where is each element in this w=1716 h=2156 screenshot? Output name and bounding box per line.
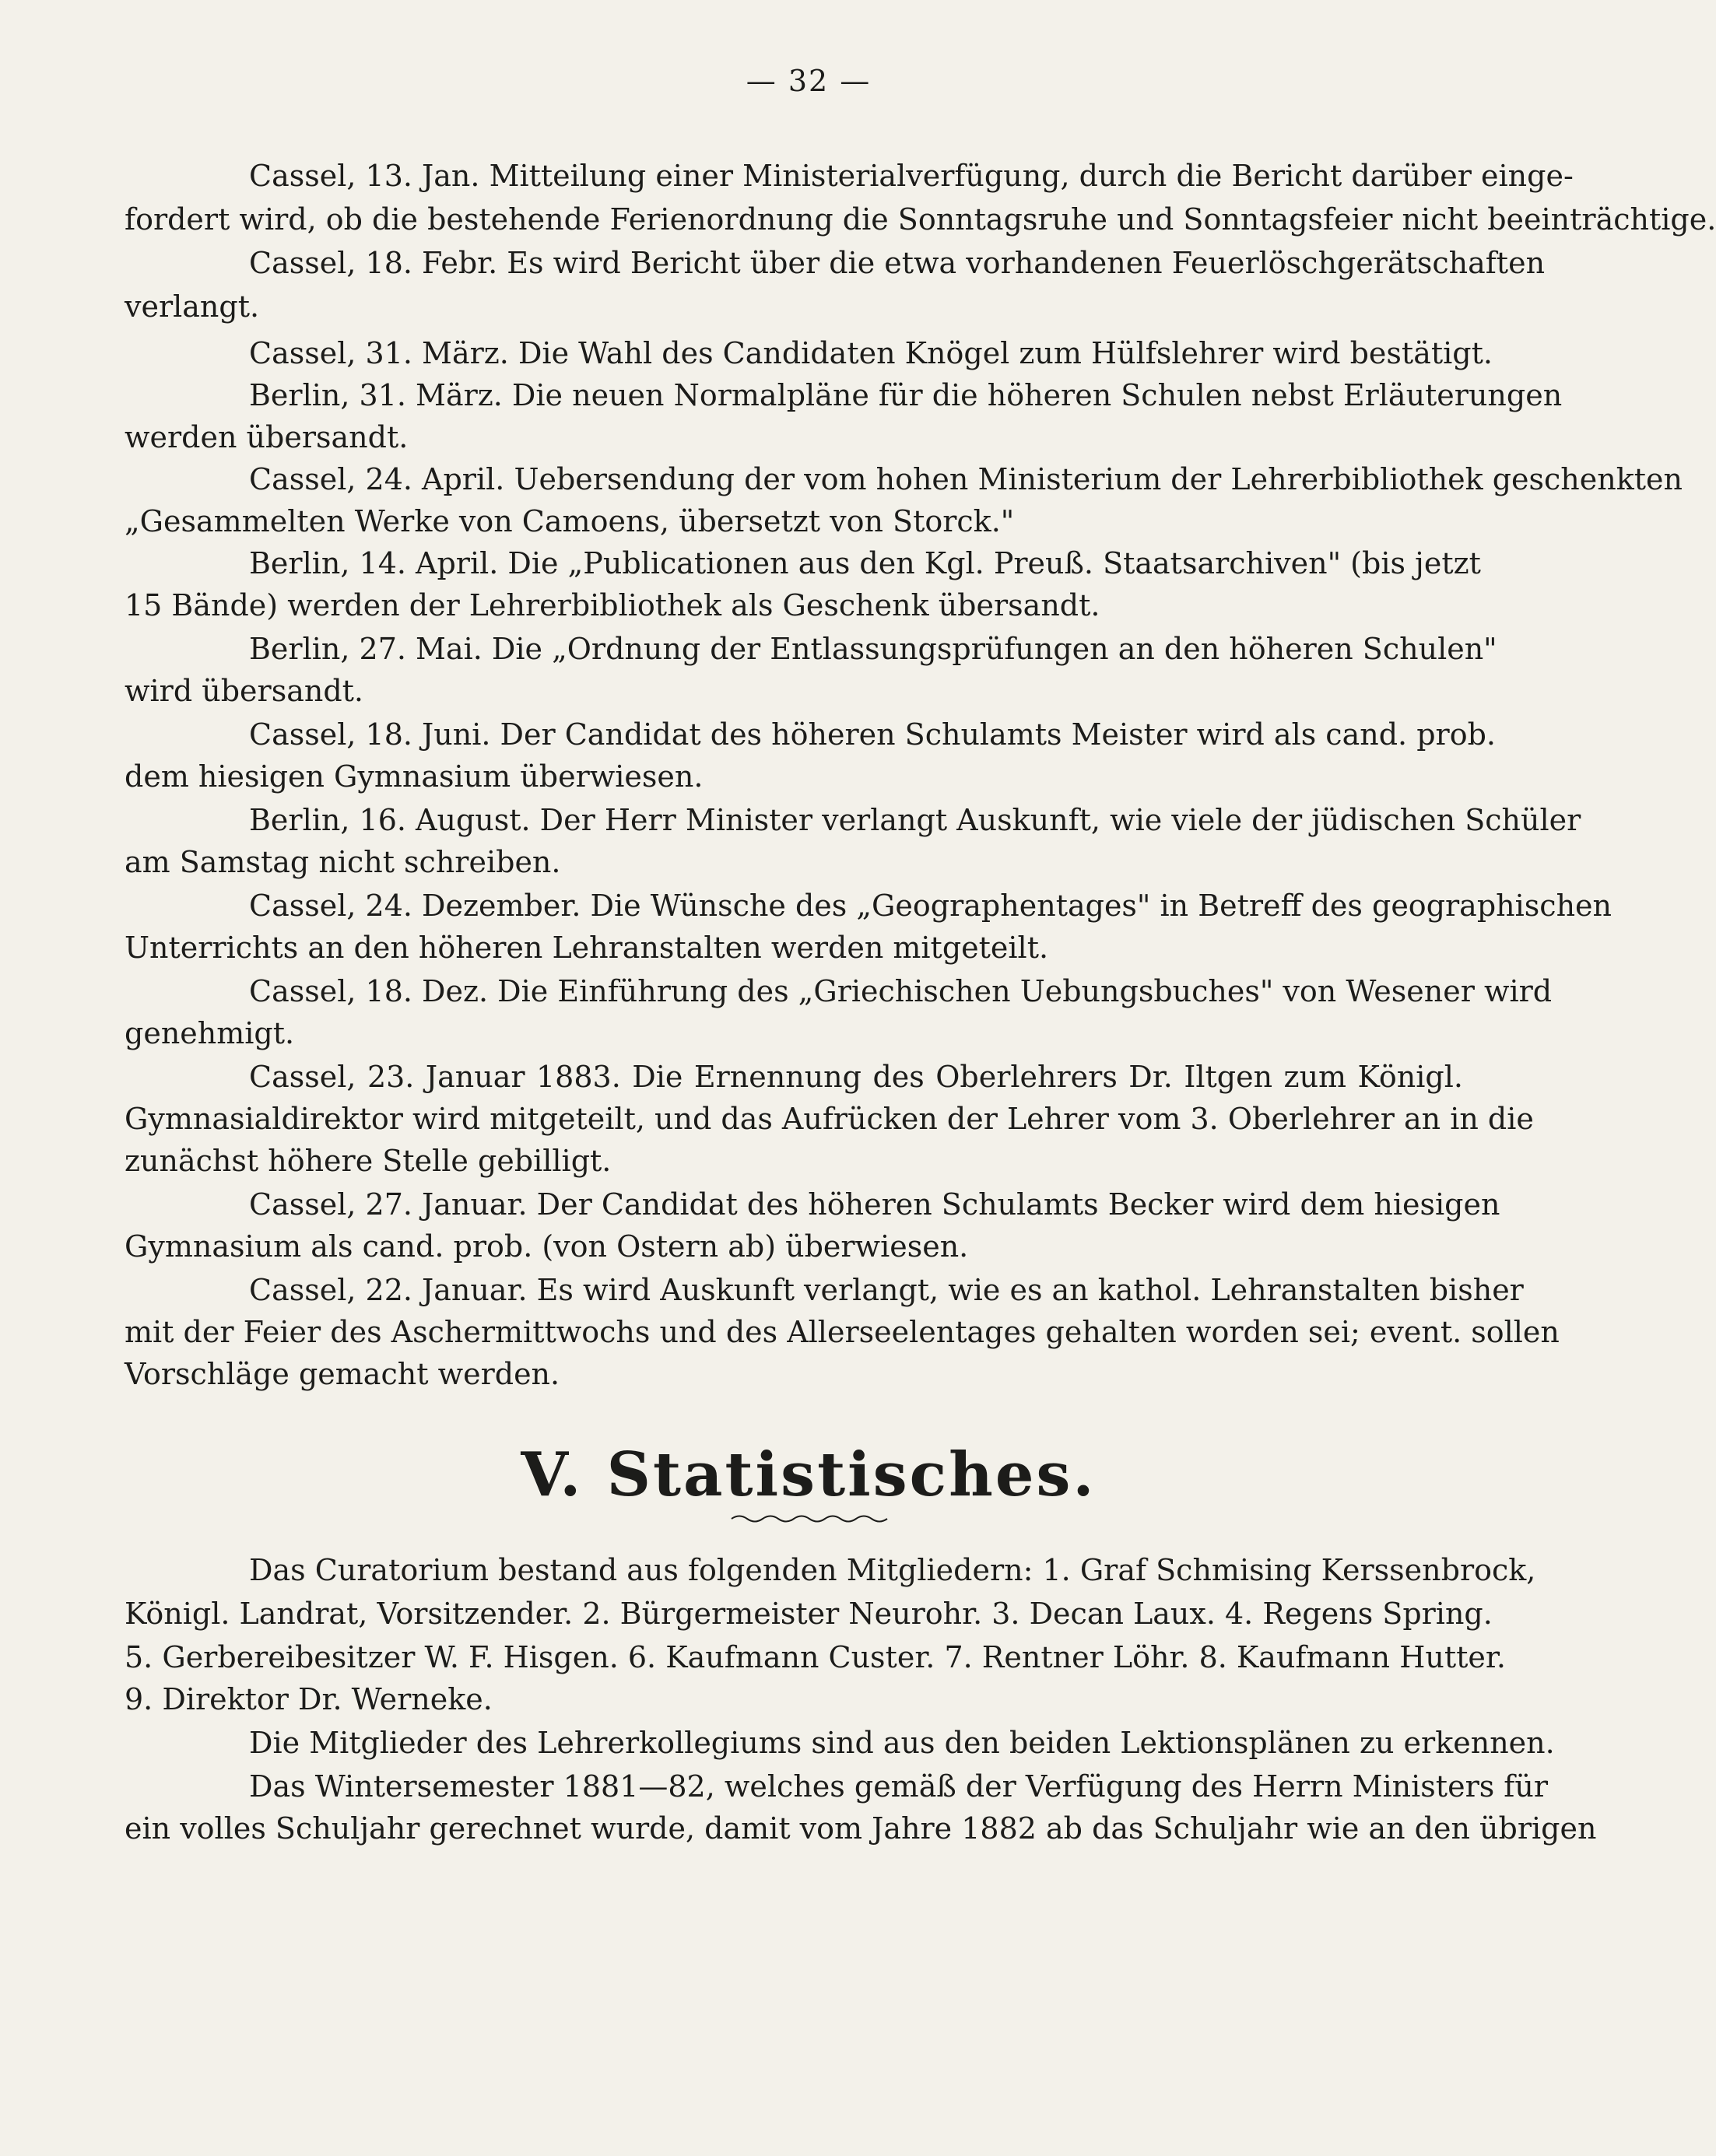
decree-line: Berlin, 14. April. Die „Publicationen aus den Kgl. Preuß. Staatsarchiven" (bis jetzt [249, 546, 1481, 580]
decree-line: Berlin, 31. März. Die neuen Normalpläne für die höheren Schulen nebst Erläuterungen [249, 378, 1563, 412]
paragraph-line: Das Wintersemester 1881—82, welches gemäß der Verfügung des Herrn Ministers für [249, 1769, 1549, 1804]
decree-line: Berlin, 16. August. Der Herr Minister verlangt Auskunft, wie viele der jüdischen Schüler [249, 803, 1581, 837]
decree-line: fordert wird, ob die bestehende Ferienordnung die Sonntagsruhe und Sonntagsfeier nicht beeinträchtige. [125, 202, 1716, 237]
decree-line: „Gesammelten Werke von Camoens, übersetzt von Storck." [125, 504, 1015, 538]
decree-line: Gymnasialdirektor wird mitgeteilt, und das Aufrücken der Lehrer vom 3. Oberlehrer an in die [125, 1102, 1534, 1136]
decree-line: Cassel, 18. Febr. Es wird Bericht über die etwa vorhandenen Feuerlöschgerätschaften [249, 246, 1546, 280]
decree-line: genehmigt. [125, 1016, 295, 1050]
decree-line: werden übersandt. [125, 420, 409, 454]
decree-line: Gymnasium als cand. prob. (von Ostern ab) überwiesen. [125, 1229, 969, 1264]
paragraph-line: ein volles Schuljahr gerechnet wurde, damit vom Jahre 1882 ab das Schuljahr wie an den übrigen [125, 1811, 1597, 1846]
decree-line: Cassel, 18. Juni. Der Candidat des höheren Schulamts Meister wird als cand. prob. [249, 717, 1496, 752]
paragraph-line: Die Mitglieder des Lehrerkollegiums sind aus den beiden Lektionsplänen zu erkennen. [249, 1726, 1555, 1760]
decree-line: am Samstag nicht schreiben. [125, 845, 561, 879]
decree-line: Vorschläge gemacht werden. [125, 1357, 560, 1391]
decree-line: Cassel, 27. Januar. Der Candidat des höheren Schulamts Becker wird dem hiesigen [249, 1187, 1500, 1222]
section-heading: V. Statistisches. [521, 1439, 1097, 1510]
decree-line: Cassel, 23. Januar 1883. Die Ernennung des Oberlehrers Dr. Iltgen zum Königl. [249, 1060, 1463, 1094]
decree-line: dem hiesigen Gymnasium überwiesen. [125, 759, 704, 794]
page-number: — 32 — [746, 64, 872, 98]
decree-line: mit der Feier des Aschermittwochs und des Allerseelentages gehalten worden sei; event. sollen [125, 1315, 1560, 1349]
ornament-divider-icon [732, 1513, 887, 1524]
decree-line: zunächst höhere Stelle gebilligt. [125, 1144, 612, 1178]
decree-line: Cassel, 31. März. Die Wahl des Candidaten Knögel zum Hülfslehrer wird bestätigt. [249, 336, 1493, 370]
decree-line: Cassel, 13. Jan. Mitteilung einer Ministerialverfügung, durch die Bericht darüber einge- [249, 159, 1574, 193]
decree-line: 15 Bände) werden der Lehrerbibliothek als Geschenk übersandt. [125, 588, 1100, 622]
paragraph-line: 5. Gerbereibesitzer W. F. Hisgen. 6. Kaufmann Custer. 7. Rentner Löhr. 8. Kaufmann Hutter. [125, 1640, 1506, 1674]
decree-line: Cassel, 24. April. Uebersendung der vom hohen Ministerium der Lehrerbibliothek geschenkten [249, 462, 1683, 496]
decree-line: Berlin, 27. Mai. Die „Ordnung der Entlassungsprüfungen an den höheren Schulen" [249, 632, 1497, 666]
decree-line: wird übersandt. [125, 674, 364, 708]
decree-line: Cassel, 18. Dez. Die Einführung des „Griechischen Uebungsbuches" von Wesener wird [249, 974, 1553, 1008]
decree-line: verlangt. [125, 289, 260, 324]
decree-line: Cassel, 22. Januar. Es wird Auskunft verlangt, wie es an kathol. Lehranstalten bisher [249, 1273, 1524, 1307]
paragraph-line: Das Curatorium bestand aus folgenden Mitgliedern: 1. Graf Schmising Kerssenbrock, [249, 1553, 1536, 1587]
paragraph-line: Königl. Landrat, Vorsitzender. 2. Bürgermeister Neurohr. 3. Decan Laux. 4. Regens Spring. [125, 1597, 1493, 1631]
paragraph-line: 9. Direktor Dr. Werneke. [125, 1682, 493, 1716]
decree-line: Cassel, 24. Dezember. Die Wünsche des „Geographentages" in Betreff des geographischen [249, 889, 1612, 923]
decree-line: Unterrichts an den höheren Lehranstalten werden mitgeteilt. [125, 931, 1049, 965]
